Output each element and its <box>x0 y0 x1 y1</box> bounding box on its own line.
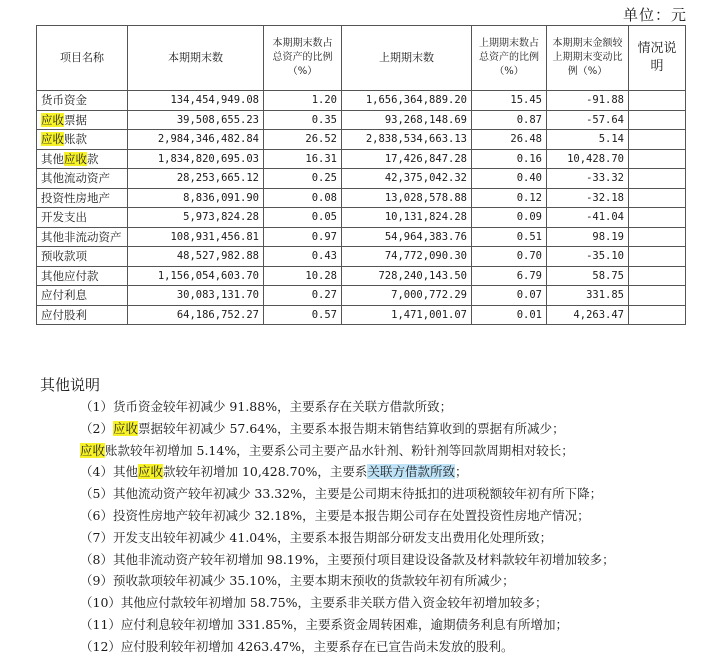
item-text: 应付利息 <box>41 288 87 303</box>
row-item-name <box>37 91 128 111</box>
cell-prior: 728,240,143.50 <box>342 266 472 286</box>
item-text: 其他应付款 <box>41 268 99 283</box>
cell-current: 1,156,054,603.70 <box>128 266 264 286</box>
table-row <box>37 247 686 267</box>
cell-explanation <box>629 169 686 189</box>
header-prior: 上期期末数 <box>342 26 472 91</box>
table-row <box>37 188 686 208</box>
row-item-name <box>37 266 128 286</box>
cell-current: 30,083,131.70 <box>128 286 264 306</box>
cell-current: 28,253,665.12 <box>128 169 264 189</box>
note-text: （4）其他 <box>80 464 138 480</box>
table-row <box>37 286 686 306</box>
notes-title: 其他说明 <box>40 376 101 394</box>
item-text: 其他流动资产 <box>41 171 110 186</box>
cell-prior: 10,131,824.28 <box>342 208 472 228</box>
cell-current: 1,834,820,695.03 <box>128 149 264 169</box>
cell-explanation <box>629 208 686 228</box>
header-item: 项目名称 <box>37 26 128 91</box>
cell-change: 98.19 <box>547 227 629 247</box>
cell-prior-ratio: 0.07 <box>472 286 547 306</box>
note-item <box>80 418 615 440</box>
table-row <box>37 149 686 169</box>
cell-current-ratio: 16.31 <box>264 149 342 169</box>
header-current: 本期期末数 <box>128 26 264 91</box>
item-text: 其他非流动资产 <box>41 229 122 244</box>
cell-explanation <box>629 227 686 247</box>
cell-change: 331.85 <box>547 286 629 306</box>
note-item <box>80 483 615 505</box>
table-row <box>37 227 686 247</box>
cell-prior: 1,656,364,889.20 <box>342 91 472 111</box>
cell-current-ratio: 0.97 <box>264 227 342 247</box>
table-row <box>37 266 686 286</box>
cell-current-ratio: 10.28 <box>264 266 342 286</box>
table-row <box>37 110 686 130</box>
cell-change: -35.10 <box>547 247 629 267</box>
note-item <box>80 549 615 571</box>
highlighted-term: 应收 <box>137 464 163 480</box>
note-text: 款较年初增加 10,428.70%，主要系 <box>162 464 368 480</box>
note-item <box>80 570 615 592</box>
cell-prior: 1,471,001.07 <box>342 305 472 325</box>
note-text: （11）应付利息较年初增加 331.85%，主要系资金周转困难，逾期债务利息有所增加； <box>80 616 568 632</box>
note-text: （12）应付股利较年初增加 4263.47%，主要系存在已宣告尚未发放的股利。 <box>80 638 514 654</box>
cell-explanation <box>629 188 686 208</box>
cell-prior-ratio: 0.51 <box>472 227 547 247</box>
cell-change: 5.14 <box>547 130 629 150</box>
cell-change: 4,263.47 <box>547 305 629 325</box>
table-row <box>37 305 686 325</box>
note-text: 票据较年初减少 57.64%，主要系本报告期末销售结算收到的票据有所减少； <box>137 420 565 436</box>
row-item-name <box>37 286 128 306</box>
note-item <box>80 396 615 418</box>
header-current-ratio: 本期期末数占总资产的比例（%） <box>264 26 342 91</box>
note-text: （1）货币资金较年初减少 91.88%，主要系存在关联方借款所致； <box>80 399 453 414</box>
highlighted-term: 应收 <box>41 112 64 127</box>
cell-current-ratio: 0.05 <box>264 208 342 228</box>
header-prior-ratio: 上期期末数占总资产的比例（%） <box>472 26 547 91</box>
item-text: 应付股利 <box>41 307 87 322</box>
balance-sheet-table <box>36 25 686 325</box>
note-text: （10）其他应付款较年初增加 58.75%，主要系非关联方借入资金较年初增加较多； <box>80 595 548 611</box>
cell-explanation <box>629 149 686 169</box>
highlighted-term: 应收 <box>41 132 64 147</box>
item-text: 票据 <box>64 112 87 127</box>
cell-prior: 2,838,534,663.13 <box>342 130 472 150</box>
cell-current-ratio: 0.57 <box>264 305 342 325</box>
row-item-name <box>37 110 128 130</box>
cell-prior: 54,964,383.76 <box>342 227 472 247</box>
note-item <box>80 614 615 636</box>
cell-prior: 93,268,148.69 <box>342 110 472 130</box>
notes-list <box>80 396 615 658</box>
cell-current-ratio: 0.43 <box>264 247 342 267</box>
highlighted-term: 关联方借款所致 <box>367 464 455 480</box>
cell-explanation <box>629 286 686 306</box>
note-text: （5）其他流动资产较年初减少 33.32%，主要是公司期末待抵扣的进项税额较年初有所下降； <box>80 486 603 502</box>
cell-current-ratio: 0.35 <box>264 110 342 130</box>
row-item-name <box>37 208 128 228</box>
cell-prior-ratio: 26.48 <box>472 130 547 150</box>
cell-current-ratio: 1.20 <box>264 91 342 111</box>
cell-explanation <box>629 130 686 150</box>
cell-change: -41.04 <box>547 208 629 228</box>
cell-current: 48,527,982.88 <box>128 247 264 267</box>
cell-current: 39,508,655.23 <box>128 110 264 130</box>
cell-prior: 42,375,042.32 <box>342 169 472 189</box>
cell-prior-ratio: 0.09 <box>472 208 547 228</box>
cell-prior: 7,000,772.29 <box>342 286 472 306</box>
cell-explanation <box>629 266 686 286</box>
cell-current: 2,984,346,482.84 <box>128 130 264 150</box>
table-row <box>37 91 686 111</box>
cell-current-ratio: 26.52 <box>264 130 342 150</box>
cell-change: 10,428.70 <box>547 149 629 169</box>
cell-current-ratio: 0.08 <box>264 188 342 208</box>
item-text: 其他 <box>41 151 64 166</box>
cell-prior-ratio: 15.45 <box>472 91 547 111</box>
note-item <box>80 527 615 549</box>
cell-change: -91.88 <box>547 91 629 111</box>
cell-prior-ratio: 0.87 <box>472 110 547 130</box>
note-text: ； <box>454 464 468 480</box>
unit-label: 单位：元 <box>622 6 687 24</box>
row-item-name <box>37 188 128 208</box>
row-item-name <box>37 247 128 267</box>
cell-current: 134,454,949.08 <box>128 91 264 111</box>
item-text: 开发支出 <box>41 210 87 225</box>
cell-current: 5,973,824.28 <box>128 208 264 228</box>
note-text: （2） <box>80 420 113 436</box>
item-text: 货币资金 <box>41 93 87 108</box>
cell-explanation <box>629 305 686 325</box>
highlighted-term: 应收 <box>112 420 138 436</box>
row-item-name <box>37 227 128 247</box>
cell-current-ratio: 0.27 <box>264 286 342 306</box>
table-row <box>37 130 686 150</box>
note-item <box>80 636 615 658</box>
note-text: 账款较年初增加 5.14%，主要系公司主要产品水针剂、粉针剂等回款周期相对较长； <box>105 442 574 458</box>
cell-prior-ratio: 0.70 <box>472 247 547 267</box>
cell-prior-ratio: 0.12 <box>472 188 547 208</box>
highlighted-term: 应收 <box>64 151 87 166</box>
note-text: （6）投资性房地产较年初减少 32.18%，主要是本报告期公司存在处置投资性房地产情况； <box>80 507 590 523</box>
table-row <box>37 208 686 228</box>
cell-current: 8,836,091.90 <box>128 188 264 208</box>
cell-prior: 17,426,847.28 <box>342 149 472 169</box>
cell-change: -33.32 <box>547 169 629 189</box>
note-text: （8）其他非流动资产较年初增加 98.19%，主要预付项目建设设备款及材料款较年初增加较多； <box>80 551 615 567</box>
note-text: （9）预收款项较年初减少 35.10%，主要本期末预收的货款较年初有所减少； <box>80 573 515 589</box>
note-item <box>80 440 615 462</box>
cell-explanation <box>629 110 686 130</box>
item-text: 预收款项 <box>41 249 87 264</box>
note-item <box>80 461 615 483</box>
row-item-name <box>37 169 128 189</box>
row-item-name <box>37 305 128 325</box>
cell-prior: 13,028,578.88 <box>342 188 472 208</box>
note-text: （7）开发支出较年初减少 41.04%，主要系本报告期部分研发支出费用化处理所致； <box>80 529 553 545</box>
item-text: 款 <box>87 151 99 166</box>
cell-current: 108,931,456.81 <box>128 227 264 247</box>
cell-current: 64,186,752.27 <box>128 305 264 325</box>
cell-change: -57.64 <box>547 110 629 130</box>
cell-change: 58.75 <box>547 266 629 286</box>
cell-prior-ratio: 0.01 <box>472 305 547 325</box>
table-body <box>37 91 686 325</box>
cell-current-ratio: 0.25 <box>264 169 342 189</box>
cell-prior-ratio: 0.40 <box>472 169 547 189</box>
item-text: 投资性房地产 <box>41 190 110 205</box>
item-text: 账款 <box>64 132 87 147</box>
table-row <box>37 169 686 189</box>
cell-explanation <box>629 247 686 267</box>
cell-prior-ratio: 6.79 <box>472 266 547 286</box>
cell-explanation <box>629 91 686 111</box>
cell-prior-ratio: 0.16 <box>472 149 547 169</box>
header-change: 本期期末金额较上期期末变动比例（%） <box>547 26 629 91</box>
row-item-name <box>37 149 128 169</box>
highlighted-term: 应收 <box>80 442 106 458</box>
header-explanation: 情况说明 <box>629 26 686 91</box>
row-item-name <box>37 130 128 150</box>
table-header-row <box>37 26 686 91</box>
note-item <box>80 592 615 614</box>
note-item <box>80 505 615 527</box>
cell-prior: 74,772,090.30 <box>342 247 472 267</box>
cell-change: -32.18 <box>547 188 629 208</box>
